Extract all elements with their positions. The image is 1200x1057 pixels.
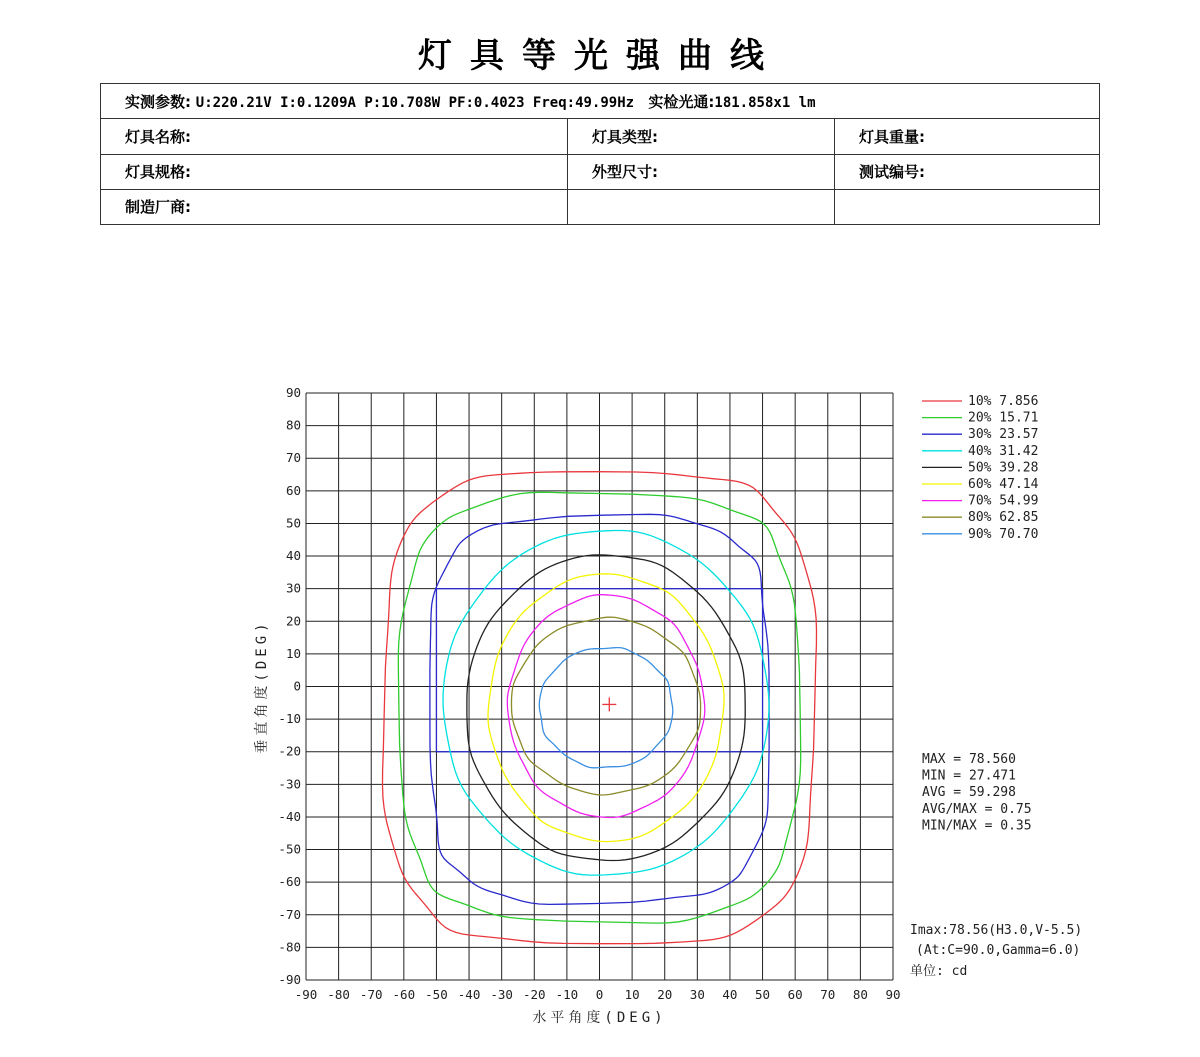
x-tick-label-6: -30 xyxy=(490,987,513,1002)
y-tick-label-17: -80 xyxy=(278,939,301,955)
x-tick-label-1: -80 xyxy=(327,987,350,1002)
y-tick-label-11: -20 xyxy=(278,743,301,759)
legend-entry-7: 80% 62.85 xyxy=(968,510,1039,526)
legend-entry-4: 50% 39.28 xyxy=(968,460,1039,476)
page-title: 灯具等光强曲线 xyxy=(418,36,782,76)
stat-line-2: AVG = 59.298 xyxy=(922,785,1016,801)
y-tick-label-2: 70 xyxy=(285,450,301,466)
y-tick-label-6: 30 xyxy=(285,580,301,596)
y-tick-label-3: 60 xyxy=(285,482,301,498)
y-tick-label-16: -70 xyxy=(278,906,301,922)
y-axis-label: 垂直角度(DEG) xyxy=(254,619,270,754)
x-tick-label-5: -40 xyxy=(457,987,481,1002)
y-tick-label-12: -30 xyxy=(278,776,301,792)
contour-60pct xyxy=(488,574,724,842)
legend-entry-6: 70% 54.99 xyxy=(968,493,1039,509)
y-tick-label-10: -10 xyxy=(278,711,301,727)
x-tick-label-10: 10 xyxy=(624,987,640,1002)
flux-value: 181.858x1 lm xyxy=(714,94,816,111)
y-tick-label-0: 90 xyxy=(285,385,301,400)
flux-label: 实检光通: xyxy=(648,92,715,111)
y-tick-label-4: 50 xyxy=(285,515,301,531)
x-tick-label-18: 90 xyxy=(885,987,901,1002)
y-tick-label-15: -60 xyxy=(278,874,301,890)
legend-entry-8: 90% 70.70 xyxy=(968,526,1039,542)
x-tick-label-9: 0 xyxy=(595,987,604,1002)
test-number-cell: 测试编号: xyxy=(835,154,1100,189)
x-tick-label-2: -70 xyxy=(359,987,383,1002)
measured-params-label: 实测参数: xyxy=(125,92,191,111)
y-tick-label-1: 80 xyxy=(285,417,301,433)
y-tick-label-13: -40 xyxy=(278,808,301,824)
lamp-weight-cell: 灯具重量: xyxy=(835,119,1100,154)
stat-line-0: MAX = 78.560 xyxy=(922,752,1016,767)
legend-entry-2: 30% 23.57 xyxy=(968,427,1039,443)
contour-50pct xyxy=(467,555,745,861)
x-axis-label: 水平角度(DEG) xyxy=(532,1010,667,1026)
x-tick-label-16: 70 xyxy=(820,987,836,1002)
x-tick-label-7: -20 xyxy=(522,987,546,1002)
manufacturer-cell: 制造厂商: xyxy=(101,189,568,224)
measured-params-values: U:220.21V I:0.1209A P:10.708W PF:0.4023 Freq:49.99Hz xyxy=(195,94,635,111)
lamp-name-cell: 灯具名称: xyxy=(101,119,568,154)
legend-entry-1: 20% 15.71 xyxy=(968,410,1039,426)
x-tick-label-13: 40 xyxy=(722,987,738,1002)
stat-line-1: MIN = 27.471 xyxy=(922,768,1016,784)
y-tick-label-14: -50 xyxy=(278,841,301,857)
x-tick-label-14: 50 xyxy=(755,987,771,1002)
stat-line-4: MIN/MAX = 0.35 xyxy=(922,818,1032,834)
imax-line-1: (At:C=90.0,Gamma=6.0) xyxy=(916,943,1081,958)
legend-entry-5: 60% 47.14 xyxy=(968,477,1039,492)
x-tick-label-3: -60 xyxy=(392,987,416,1002)
y-tick-label-5: 40 xyxy=(285,548,301,564)
x-tick-label-0: -90 xyxy=(294,987,318,1002)
y-tick-label-8: 10 xyxy=(285,645,301,661)
stat-line-3: AVG/MAX = 0.75 xyxy=(922,801,1032,817)
lamp-spec-cell: 灯具规格: xyxy=(101,154,568,189)
x-tick-label-11: 20 xyxy=(657,987,673,1002)
y-tick-label-18: -90 xyxy=(278,972,301,987)
x-tick-label-8: -10 xyxy=(555,987,579,1002)
contour-40pct xyxy=(443,531,769,876)
x-tick-label-4: -50 xyxy=(425,987,448,1002)
legend-entry-3: 40% 31.42 xyxy=(968,443,1039,459)
y-tick-label-7: 20 xyxy=(285,613,301,629)
x-tick-label-12: 30 xyxy=(689,987,705,1002)
legend-entry-0: 10% 7.856 xyxy=(968,394,1039,409)
x-tick-label-15: 60 xyxy=(787,987,803,1002)
y-tick-label-9: 0 xyxy=(293,678,301,694)
dimensions-cell: 外型尺寸: xyxy=(568,154,835,189)
x-tick-label-17: 80 xyxy=(852,987,868,1002)
lamp-type-cell: 灯具类型: xyxy=(568,119,835,154)
imax-line-0: Imax:78.56(H3.0,V-5.5) xyxy=(910,923,1083,938)
unit-label: 单位: cd xyxy=(910,964,968,979)
contour-90pct xyxy=(539,648,673,768)
